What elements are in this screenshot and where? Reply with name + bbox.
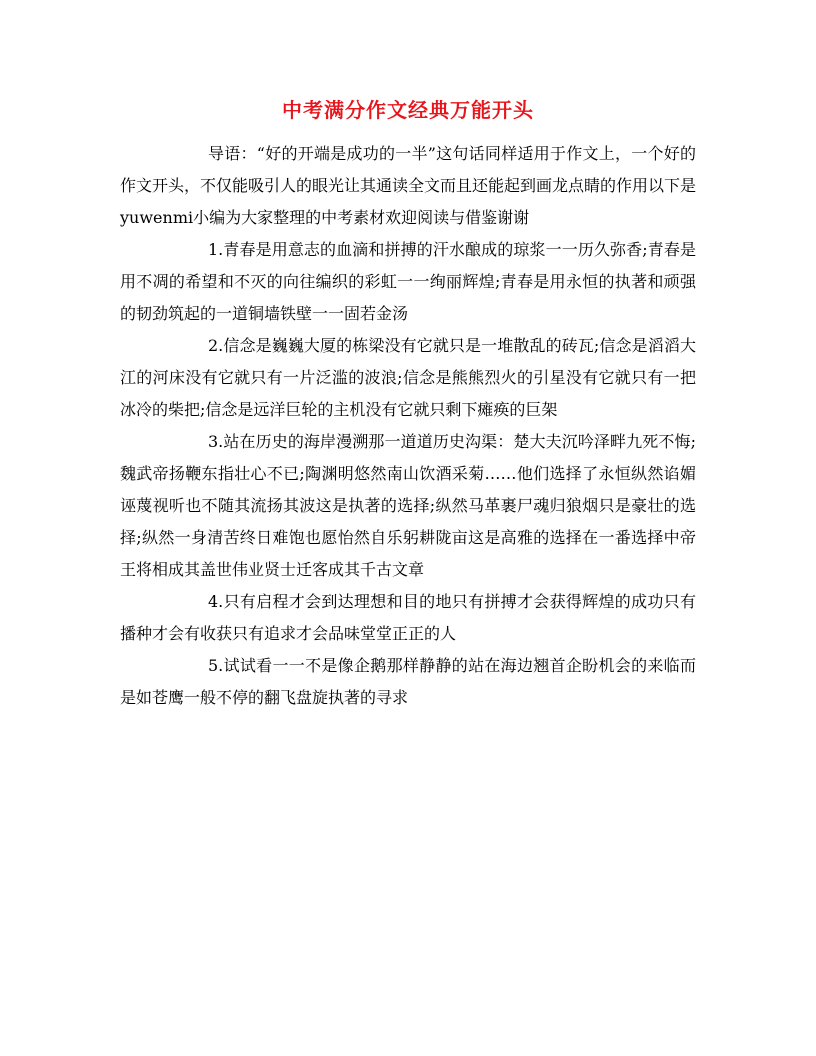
paragraph-4: 4.只有启程才会到达理想和目的地只有拼搏才会获得辉煌的成功只有播种才会有收获只有追求才会品味堂堂正正的人: [120, 592, 696, 643]
paragraph-1: 1.青春是用意志的血滴和拼搏的汗水酿成的琼浆一一历久弥香;青春是用不凋的希望和不灭的向往编织的彩虹一一绚丽辉煌;青春是用永恒的执著和顽强的韧劲筑起的一道铜墙铁壁一一固若金汤: [120, 240, 696, 323]
document-title: 中考满分作文经典万能开头: [282, 98, 534, 122]
paragraph-5: 5.试试看一一不是像企鹅那样静静的站在海边翘首企盼机会的来临而是如苍鹰一般不停的翻飞盘旋执著的寻求: [120, 656, 696, 707]
document-body: [120, 138, 696, 714]
intro-paragraph: 导语：“好的开端是成功的一半”这句话同样适用于作文上，一个好的作文开头，不仅能吸引人的眼光让其通读全文而且还能起到画龙点睛的作用以下是yuwenmi小编为大家整理的中考素材欢迎阅读与借鉴谢谢: [120, 144, 697, 227]
paragraph-3: 3.站在历史的海岸漫溯那一道道历史沟渠：楚大夫沉吟泽畔九死不悔;魏武帝扬鞭东指壮心不已;陶渊明悠然南山饮酒采菊……他们选择了永恒纵然谄媚诬蔑视听也不随其流扬其波这是执著的选择;纵然马革裹尸魂归狼烟只是豪壮的选择;纵然一身清苦终日难饱也愿怡然自乐躬耕陇亩这是高雅的选择在一番选择中帝王将相成其盖世伟业贤士迁客成其千古文章: [120, 432, 696, 579]
paragraph-2: 2.信念是巍巍大厦的栋梁没有它就只是一堆散乱的砖瓦;信念是滔滔大江的河床没有它就只有一片泛滥的波浪;信念是熊熊烈火的引星没有它就只有一把冰冷的柴把;信念是远洋巨轮的主机没有它就只剩下瘫痪的巨架: [120, 336, 696, 419]
